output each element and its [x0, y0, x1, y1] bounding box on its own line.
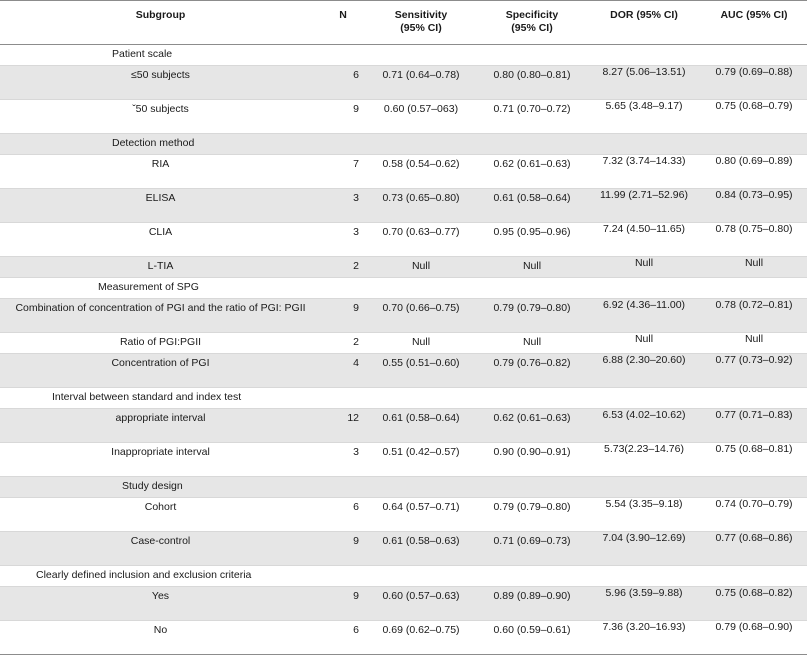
- dor-cell: 5.96 (3.59–9.88): [587, 587, 701, 621]
- sensitivity-cell: Null: [365, 333, 477, 354]
- sensitivity-cell: Null: [365, 257, 477, 278]
- header-subgroup: Subgroup: [0, 1, 321, 45]
- subgroup-cell: appropriate interval: [0, 409, 321, 443]
- n-cell: 7: [321, 155, 365, 189]
- specificity-cell: 0.80 (0.80–0.81): [477, 66, 587, 100]
- table-header: [0, 1, 807, 45]
- auc-cell: 0.84 (0.73–0.95): [701, 189, 807, 223]
- specificity-cell: 0.95 (0.95–0.96): [477, 223, 587, 257]
- header-specificity: [477, 1, 587, 45]
- n-cell: 9: [321, 532, 365, 566]
- table-row: [0, 409, 807, 443]
- n-cell: 6: [321, 498, 365, 532]
- table-row: [0, 189, 807, 223]
- subgroup-cell: Combination of concentration of PGI and the ratio of PGI: PGII: [0, 299, 321, 333]
- dor-cell: 5.73(2.23–14.76): [587, 443, 701, 477]
- specificity-cell: Null: [477, 257, 587, 278]
- dor-cell: 5.65 (3.48–9.17): [587, 100, 701, 134]
- section-title: Patient scale: [0, 45, 807, 66]
- header-specificity-line1: Specificity: [505, 9, 559, 21]
- n-cell: 6: [321, 66, 365, 100]
- specificity-cell: 0.62 (0.61–0.63): [477, 409, 587, 443]
- n-cell: 3: [321, 223, 365, 257]
- dor-cell: 7.04 (3.90–12.69): [587, 532, 701, 566]
- auc-cell: 0.77 (0.71–0.83): [701, 409, 807, 443]
- section-row: [0, 477, 807, 498]
- subgroup-cell: Case-control: [0, 532, 321, 566]
- auc-cell: 0.79 (0.69–0.88): [701, 66, 807, 100]
- section-title: Clearly defined inclusion and exclusion criteria: [0, 566, 807, 587]
- dor-cell: 7.36 (3.20–16.93): [587, 621, 701, 655]
- auc-cell: 0.80 (0.69–0.89): [701, 155, 807, 189]
- section-title: Detection method: [0, 134, 807, 155]
- section-row: [0, 45, 807, 66]
- sensitivity-cell: 0.70 (0.63–0.77): [365, 223, 477, 257]
- subgroup-cell: L-TIA: [0, 257, 321, 278]
- header-sensitivity-line1: Sensitivity: [394, 9, 448, 21]
- dor-cell: Null: [587, 257, 701, 278]
- table-row: [0, 299, 807, 333]
- dor-cell: 5.54 (3.35–9.18): [587, 498, 701, 532]
- table-row: [0, 333, 807, 354]
- header-auc: AUC (95% CI): [701, 1, 807, 45]
- subgroup-cell: ˇ50 subjects: [0, 100, 321, 134]
- table-row: [0, 621, 807, 655]
- specificity-cell: 0.61 (0.58–0.64): [477, 189, 587, 223]
- header-sensitivity-line2: (95% CI): [400, 22, 442, 34]
- dor-cell: 6.92 (4.36–11.00): [587, 299, 701, 333]
- header-specificity-line2: (95% CI): [511, 22, 553, 34]
- dor-cell: 7.24 (4.50–11.65): [587, 223, 701, 257]
- auc-cell: 0.75 (0.68–0.82): [701, 587, 807, 621]
- n-cell: 9: [321, 100, 365, 134]
- table-row: [0, 354, 807, 388]
- sensitivity-cell: 0.69 (0.62–0.75): [365, 621, 477, 655]
- table-row: [0, 257, 807, 278]
- dor-cell: 6.53 (4.02–10.62): [587, 409, 701, 443]
- table-row: [0, 66, 807, 100]
- sensitivity-cell: 0.71 (0.64–0.78): [365, 66, 477, 100]
- n-cell: 9: [321, 299, 365, 333]
- specificity-cell: 0.60 (0.59–0.61): [477, 621, 587, 655]
- section-row: [0, 278, 807, 299]
- specificity-cell: 0.89 (0.89–0.90): [477, 587, 587, 621]
- subgroup-cell: Cohort: [0, 498, 321, 532]
- subgroup-cell: Concentration of PGI: [0, 354, 321, 388]
- n-cell: 12: [321, 409, 365, 443]
- sensitivity-cell: 0.60 (0.57–063): [365, 100, 477, 134]
- dor-cell: 11.99 (2.71–52.96): [587, 189, 701, 223]
- sensitivity-cell: 0.61 (0.58–0.64): [365, 409, 477, 443]
- section-title: Interval between standard and index test: [0, 388, 807, 409]
- n-cell: 6: [321, 621, 365, 655]
- n-cell: 3: [321, 443, 365, 477]
- header-sensitivity: [365, 1, 477, 45]
- header-n: N: [321, 1, 365, 45]
- auc-cell: 0.77 (0.68–0.86): [701, 532, 807, 566]
- sensitivity-cell: 0.64 (0.57–0.71): [365, 498, 477, 532]
- table-row: [0, 155, 807, 189]
- auc-cell: 0.75 (0.68–0.79): [701, 100, 807, 134]
- n-cell: 2: [321, 257, 365, 278]
- auc-cell: Null: [701, 257, 807, 278]
- subgroup-cell: CLIA: [0, 223, 321, 257]
- sensitivity-cell: 0.55 (0.51–0.60): [365, 354, 477, 388]
- table-row: [0, 498, 807, 532]
- table-row: [0, 532, 807, 566]
- subgroup-cell: ELISA: [0, 189, 321, 223]
- table-row: [0, 100, 807, 134]
- specificity-cell: Null: [477, 333, 587, 354]
- auc-cell: 0.74 (0.70–0.79): [701, 498, 807, 532]
- subgroup-cell: Yes: [0, 587, 321, 621]
- auc-cell: 0.77 (0.73–0.92): [701, 354, 807, 388]
- specificity-cell: 0.71 (0.70–0.72): [477, 100, 587, 134]
- auc-cell: Null: [701, 333, 807, 354]
- table-row: [0, 223, 807, 257]
- table-row: [0, 587, 807, 621]
- auc-cell: 0.78 (0.72–0.81): [701, 299, 807, 333]
- specificity-cell: 0.90 (0.90–0.91): [477, 443, 587, 477]
- n-cell: 3: [321, 189, 365, 223]
- sensitivity-cell: 0.58 (0.54–0.62): [365, 155, 477, 189]
- header-dor: DOR (95% CI): [587, 1, 701, 45]
- specificity-cell: 0.79 (0.79–0.80): [477, 498, 587, 532]
- header-row: [0, 1, 807, 45]
- section-title: Study design: [0, 477, 807, 498]
- n-cell: 9: [321, 587, 365, 621]
- subgroup-cell: Inappropriate interval: [0, 443, 321, 477]
- sensitivity-cell: 0.70 (0.66–0.75): [365, 299, 477, 333]
- auc-cell: 0.78 (0.75–0.80): [701, 223, 807, 257]
- table-row: [0, 443, 807, 477]
- sensitivity-cell: 0.60 (0.57–0.63): [365, 587, 477, 621]
- sensitivity-cell: 0.73 (0.65–0.80): [365, 189, 477, 223]
- dor-cell: 8.27 (5.06–13.51): [587, 66, 701, 100]
- sensitivity-cell: 0.61 (0.58–0.63): [365, 532, 477, 566]
- table-body: [0, 45, 807, 655]
- section-row: [0, 388, 807, 409]
- subgroup-cell: No: [0, 621, 321, 655]
- section-title: Measurement of SPG: [0, 278, 807, 299]
- n-cell: 4: [321, 354, 365, 388]
- n-cell: 2: [321, 333, 365, 354]
- specificity-cell: 0.79 (0.79–0.80): [477, 299, 587, 333]
- section-row: [0, 566, 807, 587]
- specificity-cell: 0.71 (0.69–0.73): [477, 532, 587, 566]
- dor-cell: 7.32 (3.74–14.33): [587, 155, 701, 189]
- auc-cell: 0.79 (0.68–0.90): [701, 621, 807, 655]
- specificity-cell: 0.62 (0.61–0.63): [477, 155, 587, 189]
- subgroup-cell: Ratio of PGI:PGII: [0, 333, 321, 354]
- dor-cell: 6.88 (2.30–20.60): [587, 354, 701, 388]
- dor-cell: Null: [587, 333, 701, 354]
- auc-cell: 0.75 (0.68–0.81): [701, 443, 807, 477]
- subgroup-cell: RIA: [0, 155, 321, 189]
- sensitivity-cell: 0.51 (0.42–0.57): [365, 443, 477, 477]
- section-row: [0, 134, 807, 155]
- subgroup-cell: ≤50 subjects: [0, 66, 321, 100]
- specificity-cell: 0.79 (0.76–0.82): [477, 354, 587, 388]
